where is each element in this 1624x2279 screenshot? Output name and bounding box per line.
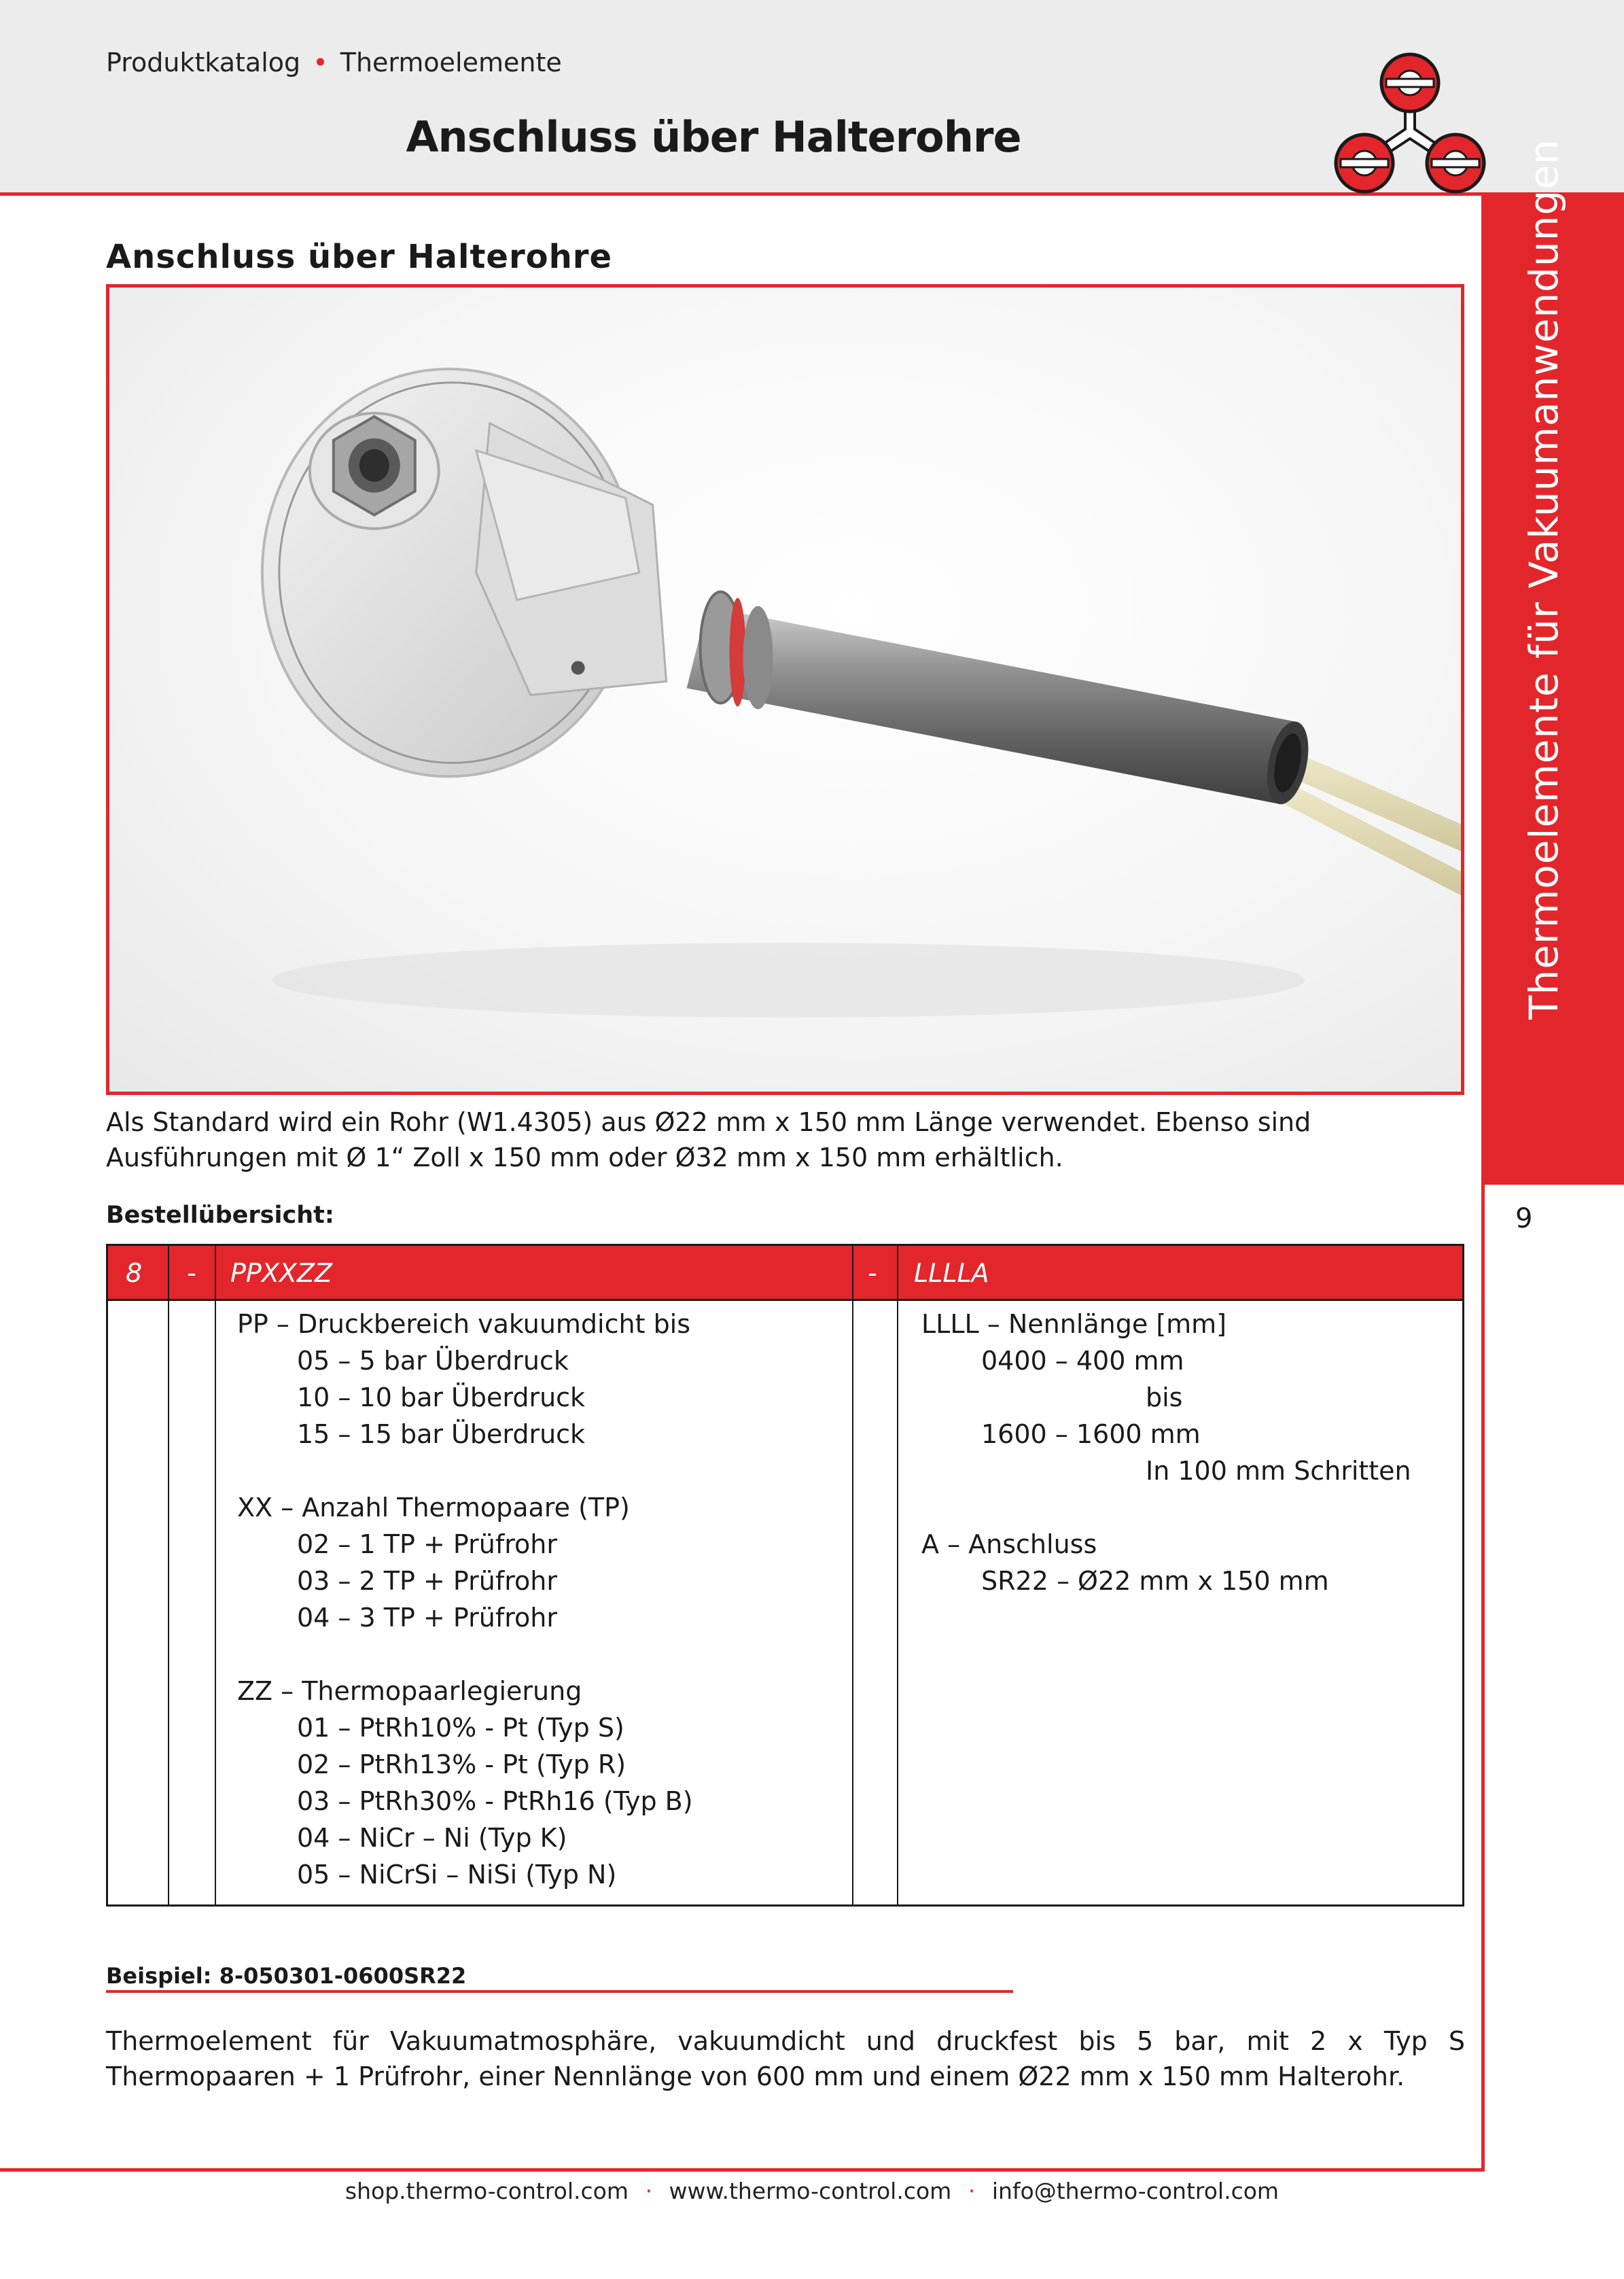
column-divider	[852, 1246, 853, 1904]
xx-title: XX – Anzahl Thermopaare (TP)	[237, 1493, 630, 1523]
llll-title: LLLL – Nennlänge [mm]	[921, 1309, 1227, 1339]
order-overview-table	[106, 1244, 1464, 1907]
breadcrumb-separator: •	[313, 48, 328, 77]
example-underline	[106, 1990, 1013, 1993]
a-title: A – Anschluss	[921, 1529, 1097, 1559]
right-column-codes	[921, 1306, 1411, 1599]
header-cell-lllla: LLLLA	[914, 1258, 989, 1288]
list-item: In 100 mm Schritten	[1146, 1456, 1411, 1486]
example-label: Beispiel: 8-050301-0600SR22	[106, 1963, 467, 1989]
list-item: 03 – PtRh30% - PtRh16 (Typ B)	[297, 1786, 693, 1816]
zz-title: ZZ – Thermopaarlegierung	[237, 1676, 582, 1706]
side-tab-label: Thermoelemente für Vakuumanwendungen	[1521, 139, 1567, 1020]
page-footer	[0, 2178, 1624, 2204]
list-item: 0400 – 400 mm	[981, 1346, 1184, 1376]
page-title: Anschluss über Halterohre	[406, 112, 1021, 162]
list-item: bis	[1146, 1382, 1183, 1412]
list-item: 10 – 10 bar Überdruck	[297, 1382, 586, 1412]
column-divider	[215, 1246, 216, 1904]
list-item: 1600 – 1600 mm	[981, 1419, 1201, 1449]
three-lobe-logo-icon	[1332, 48, 1488, 201]
list-item: 02 – 1 TP + Prüfrohr	[297, 1529, 557, 1559]
list-item: 04 – NiCr – Ni (Typ K)	[297, 1823, 567, 1853]
pp-title: PP – Druckbereich vakuumdicht bis	[237, 1309, 691, 1339]
header-bottom-line	[108, 1299, 1462, 1301]
list-item: 03 – 2 TP + Prüfrohr	[297, 1566, 557, 1596]
column-divider	[897, 1246, 898, 1904]
intro-text: Als Standard wird ein Rohr (W1.4305) aus Ø22 mm x 150 mm Länge verwendet. Ebenso sind Ausführungen mit Ø 1“ Zoll x 150 mm oder Ø32 mm x 150 mm erhältlich.	[106, 1107, 1311, 1172]
order-overview-label: Bestellübersicht:	[106, 1202, 334, 1229]
footer-separator: ·	[968, 2178, 976, 2204]
footer-separator: ·	[645, 2178, 653, 2204]
footer-shop-link[interactable]: shop.thermo-control.com	[345, 2178, 629, 2204]
footer-email-link[interactable]: info@thermo-control.com	[991, 2178, 1279, 2204]
header-cell-type: 8	[126, 1258, 143, 1288]
list-item: 04 – 3 TP + Prüfrohr	[297, 1603, 557, 1633]
left-column-codes	[237, 1306, 693, 1893]
page-number: 9	[1515, 1203, 1533, 1234]
breadcrumb-thermoelemente: Thermoelemente	[340, 48, 562, 77]
list-item: 01 – PtRh10% - Pt (Typ S)	[297, 1713, 624, 1743]
breadcrumb	[106, 48, 562, 77]
column-divider	[168, 1246, 169, 1904]
list-item: 02 – PtRh13% - Pt (Typ R)	[297, 1750, 626, 1779]
header-cell-dash-1: -	[187, 1258, 196, 1288]
breadcrumb-catalog: Produktkatalog	[106, 48, 301, 77]
list-item: 05 – 5 bar Überdruck	[297, 1346, 569, 1376]
list-item: 15 – 15 bar Überdruck	[297, 1419, 586, 1449]
example-text: Thermoelement für Vakuumatmosphäre, vakuumdicht und druckfest bis 5 bar, mit 2 x Typ S Thermopaaren + 1 Prüfrohr, einer Nennlänge von 600 mm und einem Ø22 mm x 150 mm Halterohr.	[106, 2026, 1465, 2091]
order-table-header	[108, 1246, 1462, 1300]
header-cell-dash-2: -	[868, 1258, 877, 1288]
section-title: Anschluss über Halterohre	[106, 238, 613, 276]
list-item: SR22 – Ø22 mm x 150 mm	[981, 1566, 1329, 1596]
thermocouple-product-image	[106, 284, 1464, 1095]
list-item: 05 – NiCrSi – NiSi (Typ N)	[297, 1860, 617, 1890]
header-cell-ppxxzz: PPXXZZ	[230, 1258, 332, 1288]
footer-www-link[interactable]: www.thermo-control.com	[669, 2178, 952, 2204]
footer-divider	[0, 2168, 1485, 2172]
